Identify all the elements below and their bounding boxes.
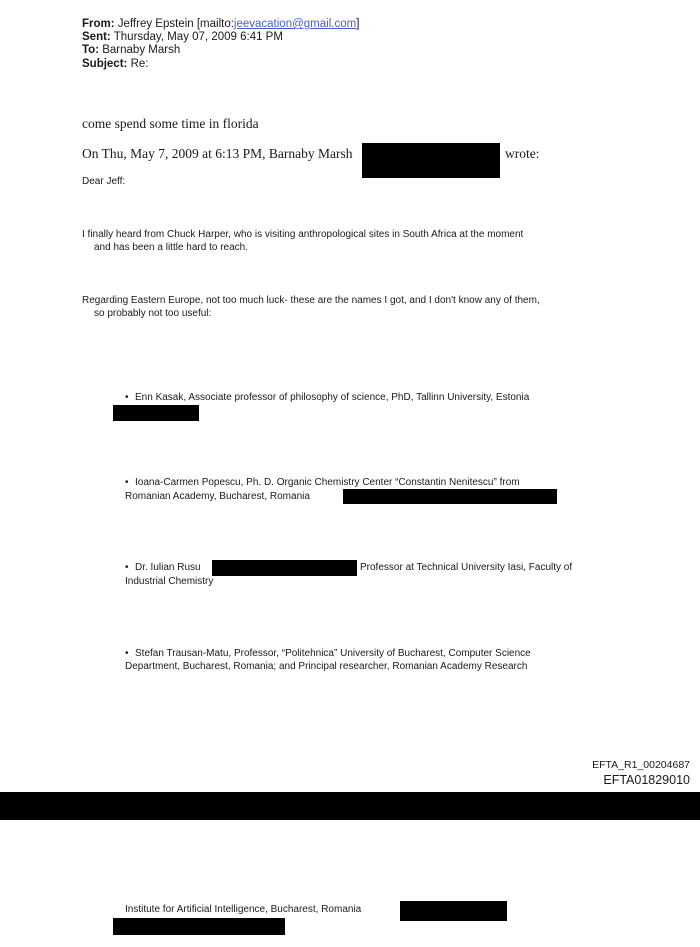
para1-line1: I finally heard from Chuck Harper, who is visiting anthropological sites in South Africa at the moment xyxy=(82,229,524,240)
redaction-block xyxy=(113,918,285,935)
subject-value: Re: xyxy=(130,58,149,70)
bullet-3-line2: Industrial Chemistry xyxy=(125,576,214,587)
to-label: To: xyxy=(82,44,100,56)
bullet-icon: • xyxy=(125,477,129,488)
from-line xyxy=(82,18,359,31)
subject-line xyxy=(82,58,148,71)
from-email-link[interactable]: jeevacation@gmail.com xyxy=(233,18,357,30)
to-value: Barnaby Marsh xyxy=(102,44,181,56)
page-separator-bar xyxy=(0,792,700,820)
redaction-block xyxy=(113,405,199,421)
para2-line1: Regarding Eastern Europe, not too much luck- these are the names I got, and I don't know any of them, xyxy=(82,295,540,306)
sent-value: Thursday, May 07, 2009 6:41 PM xyxy=(113,31,283,43)
to-line xyxy=(82,44,180,57)
greeting: Dear Jeff: xyxy=(82,176,126,187)
redaction-block xyxy=(362,143,500,178)
para2-line2: so probably not too useful: xyxy=(94,308,212,319)
bullet-item-4 xyxy=(125,648,531,660)
bullet-4-line1: Stefan Trausan-Matu, Professor, “Politehnica” University of Bucharest, Computer Science xyxy=(135,648,531,659)
bullet-2-line1: Ioana-Carmen Popescu, Ph. D. Organic Chemistry Center “Constantin Nenitescu” from xyxy=(135,477,520,488)
redaction-block xyxy=(212,560,357,576)
bullet-icon: • xyxy=(125,562,129,573)
quote-intro: On Thu, May 7, 2009 at 6:13 PM, Barnaby Marsh xyxy=(82,146,353,161)
bullet-icon: • xyxy=(125,392,129,403)
bullet-item-3 xyxy=(125,562,201,574)
from-value: Jeffrey Epstein [mailto: xyxy=(117,18,234,30)
quote-wrote: wrote: xyxy=(505,146,540,161)
redaction-block xyxy=(400,901,507,921)
bullet-4-line2: Department, Bucharest, Romania; and Principal researcher, Romanian Academy Research xyxy=(125,661,528,672)
bullet-3-line1b: Professor at Technical University Iasi, Faculty of xyxy=(360,562,573,573)
document-id-1: EFTA_R1_00204687 xyxy=(592,759,690,771)
bullet-item-1 xyxy=(125,392,529,404)
subject-label: Subject: xyxy=(82,58,128,70)
para1-line2: and has been a little hard to reach. xyxy=(94,242,248,253)
continuation-text: Institute for Artificial Intelligence, Bucharest, Romania xyxy=(125,904,362,915)
bullet-2-line2: Romanian Academy, Bucharest, Romania xyxy=(125,491,310,502)
reply-text: come spend some time in florida xyxy=(82,116,259,131)
from-label: From: xyxy=(82,18,115,30)
sent-line xyxy=(82,31,283,44)
bullet-icon: • xyxy=(125,648,129,659)
redaction-block xyxy=(343,489,557,504)
bullet-3-name: Dr. Iulian Rusu xyxy=(135,562,201,573)
bullet-1-text: Enn Kasak, Associate professor of philosophy of science, PhD, Tallinn University, Estonia xyxy=(135,392,530,403)
document-id-2: EFTA01829010 xyxy=(603,773,690,787)
sent-label: Sent: xyxy=(82,31,111,43)
bullet-item-2 xyxy=(125,477,520,489)
from-close: ] xyxy=(356,18,360,30)
